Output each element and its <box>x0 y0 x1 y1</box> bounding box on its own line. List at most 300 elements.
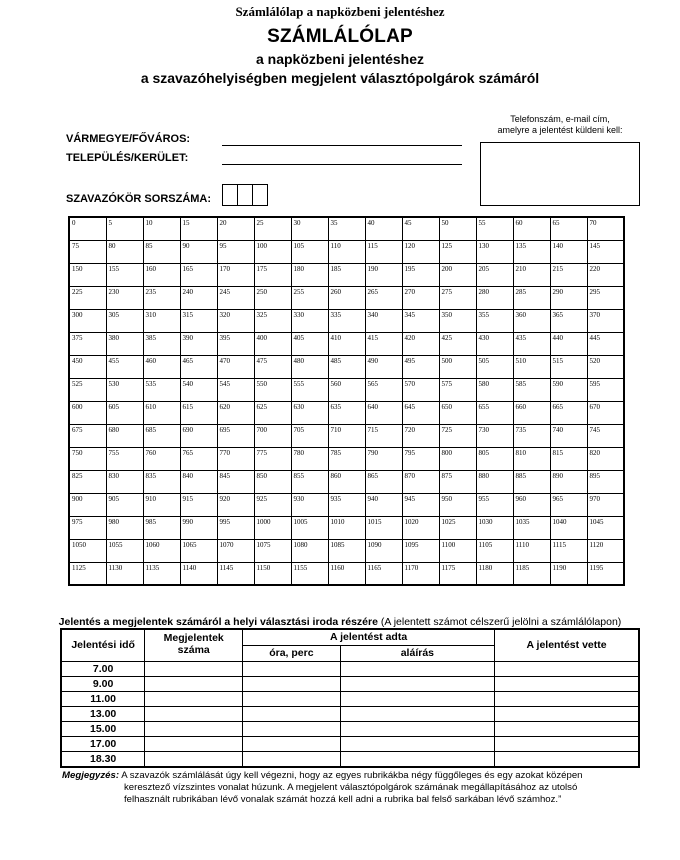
tally-cell[interactable]: 340 <box>365 309 402 332</box>
tally-cell[interactable]: 585 <box>513 378 550 401</box>
tally-cell[interactable]: 1120 <box>587 539 624 562</box>
tally-cell[interactable]: 680 <box>106 424 143 447</box>
tally-cell[interactable]: 935 <box>328 493 365 516</box>
report-given-signature-cell[interactable] <box>340 676 494 691</box>
tally-cell[interactable]: 1095 <box>402 539 439 562</box>
tally-cell[interactable]: 320 <box>217 309 254 332</box>
tally-cell[interactable]: 120 <box>402 240 439 263</box>
tally-cell[interactable]: 990 <box>180 516 217 539</box>
tally-cell[interactable]: 685 <box>143 424 180 447</box>
report-time-cell: 13.00 <box>61 706 145 721</box>
tally-cell[interactable]: 50 <box>439 217 476 240</box>
tally-cell[interactable]: 350 <box>439 309 476 332</box>
tally-cell[interactable]: 860 <box>328 470 365 493</box>
report-received-cell[interactable] <box>495 751 639 767</box>
tally-cell[interactable]: 730 <box>476 424 513 447</box>
tally-cell[interactable]: 305 <box>106 309 143 332</box>
tally-cell[interactable]: 455 <box>106 355 143 378</box>
tally-cell[interactable]: 1050 <box>69 539 106 562</box>
report-given-signature-cell[interactable] <box>340 691 494 706</box>
tally-cell[interactable]: 180 <box>291 263 328 286</box>
tally-cell[interactable]: 750 <box>69 447 106 470</box>
tally-cell[interactable]: 900 <box>69 493 106 516</box>
report-count-cell[interactable] <box>145 691 243 706</box>
report-count-cell[interactable] <box>145 676 243 691</box>
report-given-time-cell[interactable] <box>243 721 341 736</box>
tally-cell[interactable]: 415 <box>365 332 402 355</box>
tally-cell[interactable]: 655 <box>476 401 513 424</box>
tally-cell[interactable]: 975 <box>69 516 106 539</box>
tally-cell[interactable]: 540 <box>180 378 217 401</box>
tally-cell[interactable]: 910 <box>143 493 180 516</box>
header-count-line-1: Megjelentek <box>163 632 224 644</box>
report-given-signature-cell[interactable] <box>340 751 494 767</box>
tally-cell[interactable]: 1005 <box>291 516 328 539</box>
tally-cell[interactable]: 780 <box>291 447 328 470</box>
tally-cell[interactable]: 510 <box>513 355 550 378</box>
tally-cell[interactable]: 365 <box>550 309 587 332</box>
tally-cell[interactable]: 195 <box>402 263 439 286</box>
tally-cell[interactable]: 1075 <box>254 539 291 562</box>
tally-cell[interactable]: 1080 <box>291 539 328 562</box>
tally-cell[interactable]: 310 <box>143 309 180 332</box>
district-number-box-2[interactable] <box>237 184 253 206</box>
tally-cell[interactable]: 1105 <box>476 539 513 562</box>
tally-cell[interactable]: 555 <box>291 378 328 401</box>
tally-cell[interactable]: 15 <box>180 217 217 240</box>
tally-cell[interactable]: 970 <box>587 493 624 516</box>
report-given-signature-cell[interactable] <box>340 661 494 676</box>
tally-cell[interactable]: 230 <box>106 286 143 309</box>
tally-cell[interactable]: 185 <box>328 263 365 286</box>
tally-cell[interactable]: 840 <box>180 470 217 493</box>
tally-cell[interactable]: 475 <box>254 355 291 378</box>
tally-cell[interactable]: 240 <box>180 286 217 309</box>
tally-cell[interactable]: 485 <box>328 355 365 378</box>
report-row <box>61 676 639 691</box>
tally-cell[interactable]: 420 <box>402 332 439 355</box>
tally-cell[interactable]: 435 <box>513 332 550 355</box>
tally-cell[interactable]: 0 <box>69 217 106 240</box>
tally-cell[interactable]: 390 <box>180 332 217 355</box>
tally-cell[interactable]: 95 <box>217 240 254 263</box>
tally-cell[interactable]: 110 <box>328 240 365 263</box>
tally-cell[interactable]: 715 <box>365 424 402 447</box>
report-received-cell[interactable] <box>495 736 639 751</box>
tally-cell[interactable]: 665 <box>550 401 587 424</box>
tally-cell[interactable]: 90 <box>180 240 217 263</box>
report-count-cell[interactable] <box>145 721 243 736</box>
tally-cell[interactable]: 395 <box>217 332 254 355</box>
tally-cell[interactable]: 830 <box>106 470 143 493</box>
tally-cell[interactable]: 950 <box>439 493 476 516</box>
tally-cell[interactable]: 960 <box>513 493 550 516</box>
header-count-line-2: száma <box>177 644 210 656</box>
tally-cell[interactable]: 1090 <box>365 539 402 562</box>
tally-cell[interactable]: 515 <box>550 355 587 378</box>
tally-cell[interactable]: 160 <box>143 263 180 286</box>
tally-cell[interactable]: 1185 <box>513 562 550 585</box>
tally-cell[interactable]: 100 <box>254 240 291 263</box>
tally-cell[interactable]: 745 <box>587 424 624 447</box>
tally-cell[interactable]: 575 <box>439 378 476 401</box>
tally-cell[interactable]: 885 <box>513 470 550 493</box>
tally-cell[interactable]: 820 <box>587 447 624 470</box>
contact-label <box>480 114 640 136</box>
tally-cell[interactable]: 765 <box>180 447 217 470</box>
tally-cell[interactable]: 335 <box>328 309 365 332</box>
tally-cell[interactable]: 875 <box>439 470 476 493</box>
tally-cell[interactable]: 210 <box>513 263 550 286</box>
report-received-cell[interactable] <box>495 661 639 676</box>
district-number-box-3[interactable] <box>252 184 268 206</box>
tally-cell[interactable]: 1130 <box>106 562 143 585</box>
tally-cell[interactable]: 1065 <box>180 539 217 562</box>
tally-cell[interactable]: 810 <box>513 447 550 470</box>
tally-cell[interactable]: 550 <box>254 378 291 401</box>
report-received-cell[interactable] <box>495 721 639 736</box>
tally-cell[interactable]: 865 <box>365 470 402 493</box>
tally-cell[interactable]: 560 <box>328 378 365 401</box>
report-received-cell[interactable] <box>495 706 639 721</box>
tally-cell[interactable]: 1035 <box>513 516 550 539</box>
tally-cell[interactable]: 1180 <box>476 562 513 585</box>
tally-cell[interactable]: 1070 <box>217 539 254 562</box>
tally-cell[interactable]: 735 <box>513 424 550 447</box>
tally-cell[interactable]: 500 <box>439 355 476 378</box>
report-received-cell[interactable] <box>495 691 639 706</box>
tally-row <box>69 309 624 332</box>
tally-cell[interactable]: 760 <box>143 447 180 470</box>
report-received-cell[interactable] <box>495 676 639 691</box>
report-given-time-cell[interactable] <box>243 706 341 721</box>
report-given-time-cell[interactable] <box>243 751 341 767</box>
tally-cell[interactable]: 1085 <box>328 539 365 562</box>
header-given-by: A jelentést adta <box>243 629 495 645</box>
tally-cell[interactable]: 140 <box>550 240 587 263</box>
tally-cell[interactable]: 360 <box>513 309 550 332</box>
tally-cell[interactable]: 620 <box>217 401 254 424</box>
tally-cell[interactable]: 280 <box>476 286 513 309</box>
tally-cell[interactable]: 845 <box>217 470 254 493</box>
report-row <box>61 661 639 676</box>
tally-cell[interactable]: 535 <box>143 378 180 401</box>
tally-cell[interactable]: 75 <box>69 240 106 263</box>
tally-cell[interactable]: 590 <box>550 378 587 401</box>
tally-cell[interactable]: 905 <box>106 493 143 516</box>
tally-cell[interactable]: 595 <box>587 378 624 401</box>
tally-cell[interactable]: 385 <box>143 332 180 355</box>
tally-cell[interactable]: 785 <box>328 447 365 470</box>
tally-cell[interactable]: 45 <box>402 217 439 240</box>
tally-cell[interactable]: 1030 <box>476 516 513 539</box>
tally-cell[interactable]: 505 <box>476 355 513 378</box>
tally-cell[interactable]: 135 <box>513 240 550 263</box>
tally-cell[interactable]: 1020 <box>402 516 439 539</box>
tally-cell[interactable]: 790 <box>365 447 402 470</box>
tally-cell[interactable]: 495 <box>402 355 439 378</box>
tally-row <box>69 539 624 562</box>
tally-cell[interactable]: 755 <box>106 447 143 470</box>
tally-cell[interactable]: 325 <box>254 309 291 332</box>
report-time-cell: 18.30 <box>61 751 145 767</box>
tally-cell[interactable]: 1165 <box>365 562 402 585</box>
tally-cell[interactable]: 1055 <box>106 539 143 562</box>
tally-cell[interactable]: 965 <box>550 493 587 516</box>
tally-cell[interactable]: 440 <box>550 332 587 355</box>
tally-cell[interactable]: 530 <box>106 378 143 401</box>
tally-cell[interactable]: 1015 <box>365 516 402 539</box>
tally-cell[interactable]: 1195 <box>587 562 624 585</box>
tally-cell[interactable]: 740 <box>550 424 587 447</box>
tally-cell[interactable]: 70 <box>587 217 624 240</box>
tally-cell[interactable]: 190 <box>365 263 402 286</box>
tally-cell[interactable]: 465 <box>180 355 217 378</box>
tally-cell[interactable]: 380 <box>106 332 143 355</box>
report-count-cell[interactable] <box>145 706 243 721</box>
tally-cell[interactable]: 625 <box>254 401 291 424</box>
tally-cell[interactable]: 1100 <box>439 539 476 562</box>
tally-cell[interactable]: 705 <box>291 424 328 447</box>
tally-cell[interactable]: 40 <box>365 217 402 240</box>
tally-cell[interactable]: 660 <box>513 401 550 424</box>
report-given-time-cell[interactable] <box>243 661 341 676</box>
tally-cell[interactable]: 165 <box>180 263 217 286</box>
tally-cell[interactable]: 1115 <box>550 539 587 562</box>
tally-cell[interactable]: 675 <box>69 424 106 447</box>
tally-cell[interactable]: 805 <box>476 447 513 470</box>
tally-cell[interactable]: 35 <box>328 217 365 240</box>
tally-cell[interactable]: 285 <box>513 286 550 309</box>
tally-cell[interactable]: 995 <box>217 516 254 539</box>
report-given-signature-cell[interactable] <box>340 736 494 751</box>
tally-cell[interactable]: 460 <box>143 355 180 378</box>
tally-cell[interactable]: 1045 <box>587 516 624 539</box>
tally-cell[interactable]: 1040 <box>550 516 587 539</box>
tally-cell[interactable]: 290 <box>550 286 587 309</box>
tally-cell[interactable]: 375 <box>69 332 106 355</box>
tally-cell[interactable]: 105 <box>291 240 328 263</box>
tally-cell[interactable]: 850 <box>254 470 291 493</box>
tally-cell[interactable]: 445 <box>587 332 624 355</box>
tally-cell[interactable]: 520 <box>587 355 624 378</box>
tally-cell[interactable]: 615 <box>180 401 217 424</box>
tally-cell[interactable]: 235 <box>143 286 180 309</box>
tally-cell[interactable]: 795 <box>402 447 439 470</box>
tally-cell[interactable]: 425 <box>439 332 476 355</box>
report-time-cell: 9.00 <box>61 676 145 691</box>
form-subtitle-1: a napközbeni jelentéshez <box>255 51 425 67</box>
tally-cell[interactable]: 30 <box>291 217 328 240</box>
tally-cell[interactable]: 895 <box>587 470 624 493</box>
tally-cell[interactable]: 700 <box>254 424 291 447</box>
report-time-cell: 11.00 <box>61 691 145 706</box>
tally-cell[interactable]: 250 <box>254 286 291 309</box>
tally-cell[interactable]: 490 <box>365 355 402 378</box>
tally-cell[interactable]: 1060 <box>143 539 180 562</box>
report-given-time-cell[interactable] <box>243 736 341 751</box>
tally-cell[interactable]: 1110 <box>513 539 550 562</box>
tally-cell[interactable]: 770 <box>217 447 254 470</box>
tally-cell[interactable]: 155 <box>106 263 143 286</box>
tally-cell[interactable]: 1155 <box>291 562 328 585</box>
report-row <box>61 691 639 706</box>
tally-cell[interactable]: 1135 <box>143 562 180 585</box>
tally-cell[interactable]: 725 <box>439 424 476 447</box>
tally-cell[interactable]: 265 <box>365 286 402 309</box>
contact-input-box[interactable] <box>480 142 640 206</box>
tally-cell[interactable]: 125 <box>439 240 476 263</box>
tally-cell[interactable]: 170 <box>217 263 254 286</box>
header-given-time: óra, perc <box>243 645 341 661</box>
report-time-cell: 15.00 <box>61 721 145 736</box>
report-given-signature-cell[interactable] <box>340 721 494 736</box>
tally-cell[interactable]: 370 <box>587 309 624 332</box>
tally-cell[interactable]: 815 <box>550 447 587 470</box>
tally-cell[interactable]: 1025 <box>439 516 476 539</box>
tally-cell[interactable]: 295 <box>587 286 624 309</box>
tally-cell[interactable]: 130 <box>476 240 513 263</box>
tally-cell[interactable]: 925 <box>254 493 291 516</box>
tally-cell[interactable]: 710 <box>328 424 365 447</box>
tally-cell[interactable]: 205 <box>476 263 513 286</box>
tally-cell[interactable]: 55 <box>476 217 513 240</box>
report-rows <box>61 661 639 767</box>
tally-cell[interactable]: 5 <box>106 217 143 240</box>
tally-row <box>69 355 624 378</box>
report-given-time-cell[interactable] <box>243 676 341 691</box>
tally-cell[interactable]: 955 <box>476 493 513 516</box>
tally-cell[interactable]: 920 <box>217 493 254 516</box>
tally-cell[interactable]: 945 <box>402 493 439 516</box>
tally-cell[interactable]: 525 <box>69 378 106 401</box>
tally-cell[interactable]: 600 <box>69 401 106 424</box>
tally-cell[interactable]: 80 <box>106 240 143 263</box>
contact-label-line-2: amelyre a jelentést küldeni kell: <box>497 125 623 135</box>
county-label: VÁRMEGYE/FŐVÁROS: <box>66 133 191 145</box>
tally-cell[interactable]: 405 <box>291 332 328 355</box>
tally-cell[interactable]: 25 <box>254 217 291 240</box>
tally-row <box>69 470 624 493</box>
report-count-cell[interactable] <box>145 661 243 676</box>
tally-cell[interactable]: 410 <box>328 332 365 355</box>
tally-cell[interactable]: 1150 <box>254 562 291 585</box>
report-count-cell[interactable] <box>145 736 243 751</box>
report-given-time-cell[interactable] <box>243 691 341 706</box>
tally-cell[interactable]: 650 <box>439 401 476 424</box>
tally-cell[interactable]: 1160 <box>328 562 365 585</box>
tally-cell[interactable]: 640 <box>365 401 402 424</box>
tally-cell[interactable]: 565 <box>365 378 402 401</box>
tally-cell[interactable]: 605 <box>106 401 143 424</box>
tally-cell[interactable]: 260 <box>328 286 365 309</box>
tally-cell[interactable]: 300 <box>69 309 106 332</box>
report-title-note: (A jelentett számot célszerű jelölni a számlálólapon) <box>377 616 622 628</box>
tally-cell[interactable]: 355 <box>476 309 513 332</box>
report-row <box>61 706 639 721</box>
tally-cell[interactable]: 630 <box>291 401 328 424</box>
tally-cell[interactable]: 645 <box>402 401 439 424</box>
report-count-cell[interactable] <box>145 751 243 767</box>
tally-cell[interactable]: 800 <box>439 447 476 470</box>
tally-cell[interactable]: 115 <box>365 240 402 263</box>
tally-cell[interactable]: 200 <box>439 263 476 286</box>
tally-cell[interactable]: 545 <box>217 378 254 401</box>
tally-cell[interactable]: 225 <box>69 286 106 309</box>
tally-cell[interactable]: 400 <box>254 332 291 355</box>
tally-cell[interactable]: 915 <box>180 493 217 516</box>
tally-cell[interactable]: 10 <box>143 217 180 240</box>
tally-cell[interactable]: 825 <box>69 470 106 493</box>
district-number-box-1[interactable] <box>222 184 238 206</box>
tally-cell[interactable]: 20 <box>217 217 254 240</box>
tally-cell[interactable]: 1175 <box>439 562 476 585</box>
tally-cell[interactable]: 1000 <box>254 516 291 539</box>
tally-cell[interactable]: 85 <box>143 240 180 263</box>
tally-cell[interactable]: 1145 <box>217 562 254 585</box>
tally-cell[interactable]: 880 <box>476 470 513 493</box>
report-given-signature-cell[interactable] <box>340 706 494 721</box>
tally-cell[interactable]: 610 <box>143 401 180 424</box>
tally-cell[interactable]: 940 <box>365 493 402 516</box>
tally-cell[interactable]: 150 <box>69 263 106 286</box>
tally-cell[interactable]: 220 <box>587 263 624 286</box>
tally-cell[interactable]: 635 <box>328 401 365 424</box>
tally-cell[interactable]: 720 <box>402 424 439 447</box>
tally-cell[interactable]: 60 <box>513 217 550 240</box>
tally-cell[interactable]: 450 <box>69 355 106 378</box>
tally-cell[interactable]: 835 <box>143 470 180 493</box>
county-input-line[interactable] <box>222 145 462 146</box>
tally-cell[interactable]: 870 <box>402 470 439 493</box>
tally-cell[interactable]: 330 <box>291 309 328 332</box>
tally-cell[interactable]: 580 <box>476 378 513 401</box>
tally-cell[interactable]: 570 <box>402 378 439 401</box>
tally-cell[interactable]: 855 <box>291 470 328 493</box>
tally-row <box>69 332 624 355</box>
tally-cell[interactable]: 690 <box>180 424 217 447</box>
settlement-input-line[interactable] <box>222 164 462 165</box>
tally-cell[interactable]: 275 <box>439 286 476 309</box>
tally-cell[interactable]: 890 <box>550 470 587 493</box>
tally-cell[interactable]: 1190 <box>550 562 587 585</box>
tally-row <box>69 516 624 539</box>
tally-cell[interactable]: 470 <box>217 355 254 378</box>
tally-cell[interactable]: 980 <box>106 516 143 539</box>
tally-cell[interactable]: 1125 <box>69 562 106 585</box>
tally-cell[interactable]: 1140 <box>180 562 217 585</box>
tally-cell[interactable]: 695 <box>217 424 254 447</box>
tally-cell[interactable]: 430 <box>476 332 513 355</box>
tally-cell[interactable]: 65 <box>550 217 587 240</box>
tally-cell[interactable]: 245 <box>217 286 254 309</box>
tally-row <box>69 447 624 470</box>
tally-cell[interactable]: 270 <box>402 286 439 309</box>
tally-cell[interactable]: 670 <box>587 401 624 424</box>
tally-cell[interactable]: 1170 <box>402 562 439 585</box>
tally-cell[interactable]: 480 <box>291 355 328 378</box>
tally-cell[interactable]: 1010 <box>328 516 365 539</box>
tally-cell[interactable]: 775 <box>254 447 291 470</box>
tally-cell[interactable]: 985 <box>143 516 180 539</box>
tally-cell[interactable]: 930 <box>291 493 328 516</box>
tally-cell[interactable]: 315 <box>180 309 217 332</box>
tally-cell[interactable]: 255 <box>291 286 328 309</box>
tally-cell[interactable]: 145 <box>587 240 624 263</box>
tally-cell[interactable]: 345 <box>402 309 439 332</box>
tally-cell[interactable]: 175 <box>254 263 291 286</box>
tally-cell[interactable]: 215 <box>550 263 587 286</box>
